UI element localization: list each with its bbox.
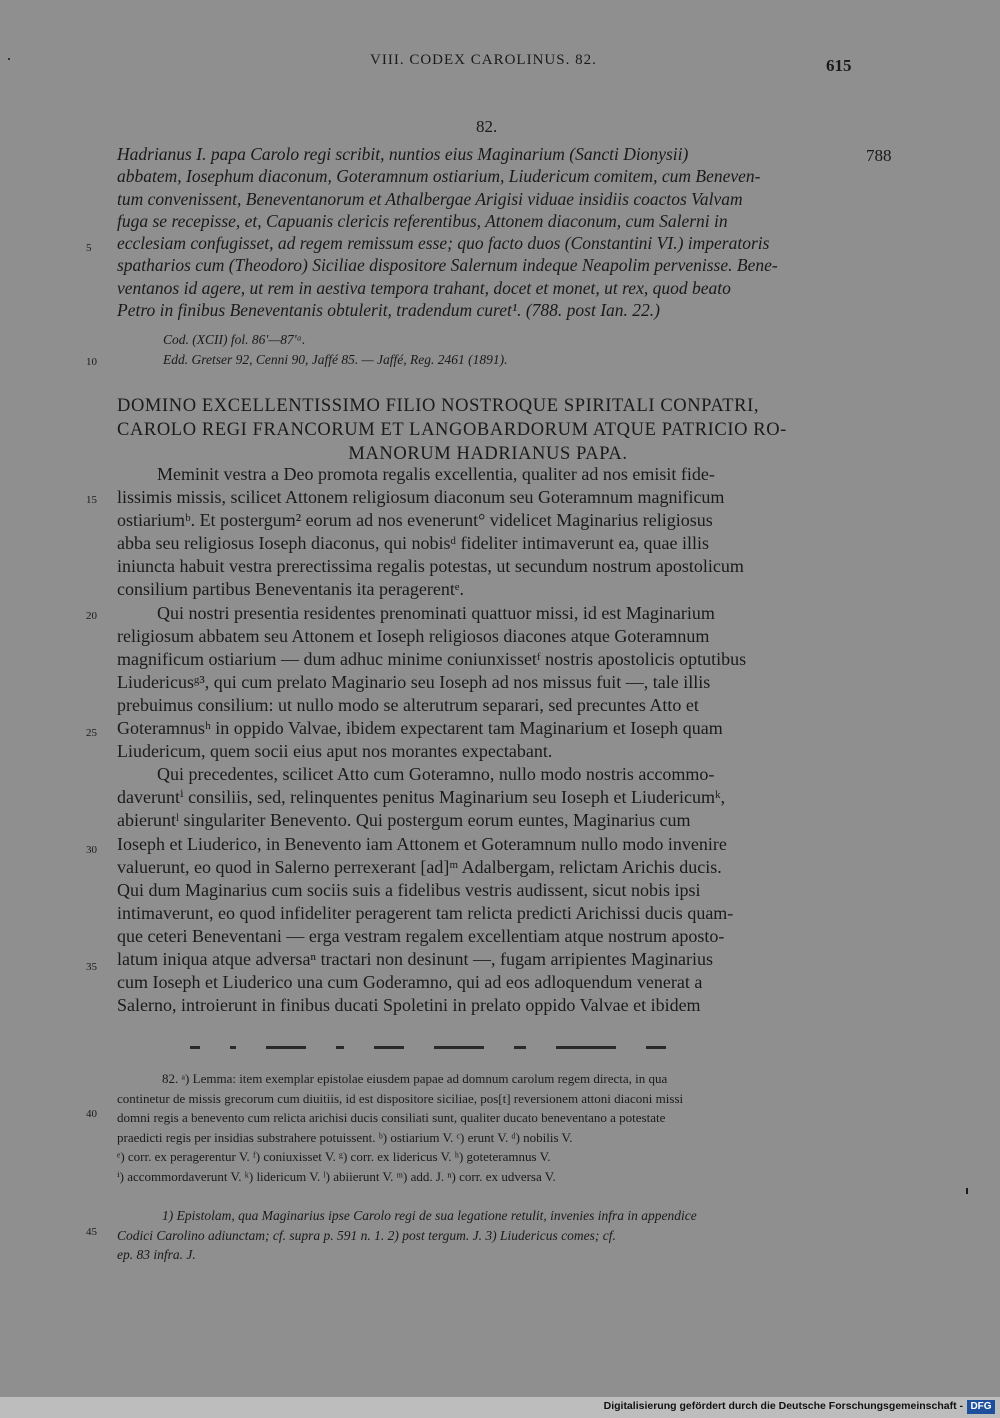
- body-line: iniuncta habuit vestra prerectissima regalis potestas, ut secundum nostrum apostolicum: [117, 556, 744, 577]
- body-line: daveruntⁱ consiliis, sed, relinquentes penitus Maginarium seu Ioseph et Liudericumᵏ,: [117, 787, 726, 808]
- funding-text: Digitalisierung gefördert durch die Deutsche Forschungsgemeinschaft -: [603, 1400, 963, 1412]
- summary-line: ecclesiam confugisset, ad regem remissum esse; quo facto duos (Constantini VI.) imperatoris: [117, 233, 770, 254]
- apparatus-line: continetur de missis grecorum cum diuitiis, id est dispositore siciliae, pos[t] reversionem attoni diaconi missi: [117, 1090, 684, 1106]
- margin-line-number: 10: [86, 356, 97, 368]
- body-line: Qui nostri presentia residentes prenominati quattuor missi, id est Maginarium: [157, 602, 715, 623]
- scan-speck: [8, 58, 10, 60]
- margin-year: 788: [866, 146, 892, 165]
- body-line: abieruntˡ singulariter Benevento. Qui postergum eorum euntes, Maginarius cum: [117, 810, 691, 831]
- summary-line: spatharios cum (Theodoro) Siciliae dispositore Salernum indeque Neapolim pervenisse. Bene-: [117, 255, 778, 276]
- body-line: Qui precedentes, scilicet Atto cum Goteramno, nullo modo nostris accommo-: [157, 764, 715, 785]
- cut-line-marks: [190, 1036, 830, 1044]
- body-line: latum iniqua atque adversaⁿ tractari non desinunt —, fugam arripientes Maginarius: [117, 948, 713, 969]
- margin-line-number: 40: [86, 1108, 97, 1120]
- body-line: cum Ioseph et Liuderico una cum Goderamno, qui ad eos adloquendum venerat a: [117, 972, 703, 993]
- body-line: religiosum abbatem seu Attonem et Ioseph religiosos diacones atque Goteramnum: [117, 625, 710, 646]
- body-line: Liudericum, quem socii eius aput nos morantes expectabant.: [117, 741, 553, 762]
- margin-line-number: 20: [86, 610, 97, 622]
- critical-apparatus: [117, 1069, 857, 1186]
- document-number: 82.: [476, 117, 498, 136]
- summary-line: tum convenissent, Beneventanorum et Athalbergae Arigisi viduae insidiis coactos Valvam: [117, 188, 743, 209]
- footnotes: [117, 1206, 857, 1265]
- letter-address: [117, 394, 859, 466]
- body-line: Goteramnusʰ in oppido Valvae, ibidem expectarent tam Maginarium et Ioseph quam: [117, 718, 723, 739]
- body-line: Salerno, introierunt in finibus ducati Spoletini in prelato oppido Valvae et ibidem: [117, 995, 701, 1016]
- footnote-line: 1) Epistolam, qua Maginarius ipse Carolo regi de sua legatione retulit, invenies infra in appendice: [162, 1208, 697, 1223]
- apparatus-line: domni regis a benevento cum relicta arichisi ducis consiliati sunt, qualiter ducato beneventano a potestate: [117, 1110, 666, 1125]
- margin-line-number: 5: [86, 242, 92, 254]
- body-line: Ioseph et Liuderico, in Benevento iam Attonem et Goteramnum nullo modo invenire: [117, 833, 727, 854]
- summary-line: abbatem, Iosephum diaconum, Goteramnum ostiarium, Liudericum comitem, cum Beneven-: [117, 166, 761, 187]
- page-number: 615: [826, 56, 852, 75]
- body-line: Meminit vestra a Deo promota regalis excellentia, qualiter ad nos emisit fide-: [157, 464, 715, 484]
- body-line: intimaverunt, eo quod infideliter peragerent tam relicta predicti Arichissi ducis quam-: [117, 902, 734, 923]
- running-header: VIII. CODEX CAROLINUS. 82.: [370, 52, 597, 68]
- body-line: Qui dum Maginarius cum sociis suis a fidelibus vestris audissent, sicut nobis ipsi: [117, 879, 701, 900]
- summary-line: Petro in finibus Beneventanis obtulerit, tradendum curet¹. (788. post Ian. 22.): [117, 300, 660, 321]
- body-line: magnificum ostiarium — dum adhuc minime coniunxissetᶠ nostris apostolicis optutibus: [117, 648, 747, 669]
- address-line: MANORUM HADRIANUS PAPA.: [348, 444, 628, 464]
- editions-reference: Edd. Gretser 92, Cenni 90, Jaffé 85. — Jaffé, Reg. 2461 (1891).: [163, 352, 508, 367]
- body-line: que ceteri Beneventani — erga vestram regalem excellentiam atque nostrum aposto-: [117, 925, 725, 946]
- body-line: Liudericusᵍ³, qui cum prelato Maginario seu Ioseph ad nos missus fuit —, tale illis: [117, 671, 711, 692]
- body-line: lissimis missis, scilicet Attonem religiosum diaconum seu Goteramnum magnificum: [117, 487, 725, 508]
- summary-line: Hadrianus I. papa Carolo regi scribit, nuntios eius Maginarium (Sancti Dionysii): [117, 144, 689, 164]
- margin-line-number: 30: [86, 844, 97, 856]
- apparatus-line: praedicti regis per insidias substrahere potuissent. ᵇ) ostiarium V. ᶜ) erunt V. ᵈ) nobilis V.: [117, 1129, 573, 1145]
- margin-line-number: 35: [86, 961, 97, 973]
- body-line: ostiariumᵇ. Et postergum² eorum ad nos evenerunt° videlicet Maginarius religiosus: [117, 510, 713, 531]
- summary-line: fuga se recepisse, et, Capuanis clericis referentibus, Attonem diaconum, cum Salerni in: [117, 210, 728, 231]
- apparatus-line: 82. ᵃ) Lemma: item exemplar epistolae eiusdem papae ad domnum carolum regem directa, in qua: [162, 1071, 668, 1086]
- footnote-line: Codici Carolino adiunctam; cf. supra p. 591 n. 1. 2) post tergum. J. 3) Liudericus comes; cf.: [117, 1227, 616, 1243]
- scan-mark: [966, 1188, 968, 1194]
- address-line: CAROLO REGI FRANCORUM ET LANGOBARDORUM ATQUE PATRICIO RO-: [117, 420, 787, 440]
- margin-line-number: 15: [86, 494, 97, 506]
- margin-line-number: 45: [86, 1226, 97, 1238]
- codex-reference: Cod. (XCII) fol. 86'—87'ᵃ.: [163, 332, 306, 347]
- address-line: DOMINO EXCELLENTISSIMO FILIO NOSTROQUE SPIRITALI CONPATRI,: [117, 396, 760, 416]
- body-line: prebuimus consilium: ut nullo modo se alterutrum separari, sed precuntes Atto et: [117, 694, 699, 715]
- regest-summary: [117, 143, 857, 321]
- margin-line-number: 25: [86, 727, 97, 739]
- apparatus-line: ᵉ) corr. ex peragerentur V. ᶠ) coniuxisset V. ᵍ) corr. ex lidericus V. ʰ) goteteramnus V.: [117, 1149, 551, 1164]
- letter-body: [117, 463, 859, 1017]
- body-line: valuerunt, eo quod in Salerno perrexerant [ad]ᵐ Adalbergam, relictam Arichis ducis.: [117, 856, 722, 877]
- dfg-logo: DFG: [967, 1400, 995, 1414]
- apparatus-line: ⁱ) accommordaverunt V. ᵏ) lidericum V. ˡ) abiierunt V. ᵐ) add. J. ⁿ) corr. ex udversa V.: [117, 1168, 556, 1184]
- footnote-line: ep. 83 infra. J.: [117, 1247, 196, 1262]
- funding-footer: [0, 1397, 1000, 1418]
- body-line: consilium partibus Beneventanis ita peragerentᵉ.: [117, 579, 465, 600]
- summary-line: ventanos id agere, ut rem in aestiva tempora trahant, docet et monet, ut rex, quod beato: [117, 277, 731, 298]
- body-line: abba seu religiosus Ioseph diaconus, qui nobisᵈ fideliter intimaverunt ea, quae illis: [117, 533, 709, 554]
